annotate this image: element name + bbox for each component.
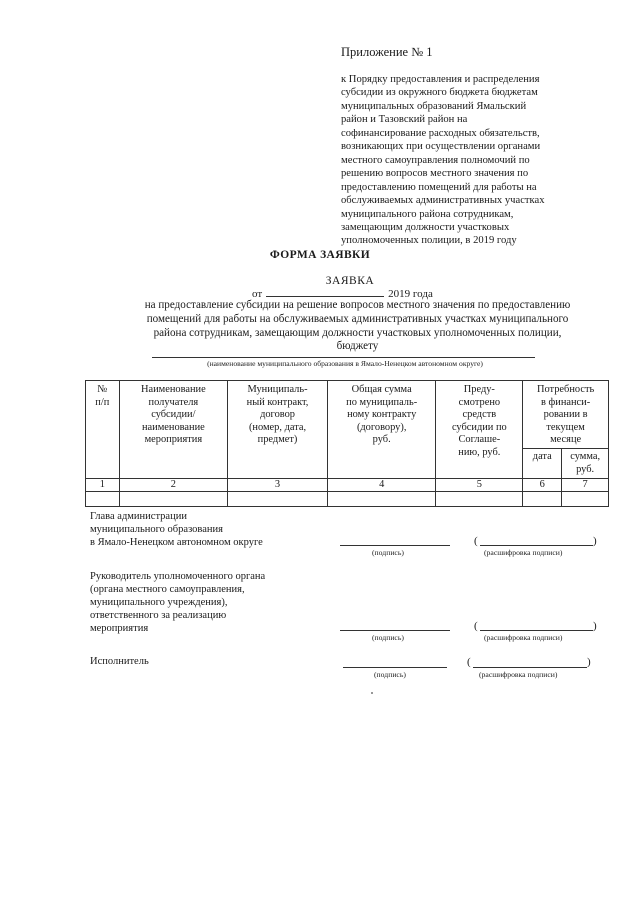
head-signatory: Глава администрации муниципального образования в Ямало-Ненецком автономном округе [90, 511, 263, 548]
appendix-line: решению вопросов местного значения по [341, 168, 529, 180]
application-date-line [252, 286, 433, 300]
purpose-line: на предоставление субсидии на решение вопросов местного значения по предоставлению [144, 299, 571, 311]
appendix-line: муниципального района сотрудникам, [341, 208, 514, 220]
manager-signature-line [340, 630, 450, 631]
table-row [86, 492, 609, 507]
executor-signatory: Исполнитель [90, 656, 149, 667]
municipality-blank-line [152, 357, 535, 358]
appendix-title: Приложение № 1 [341, 45, 433, 59]
header-number: № п/п [86, 381, 120, 479]
empty-cell [562, 492, 609, 507]
manager-decoding-caption: (расшифровка подписи) [484, 633, 563, 642]
application-purpose [80, 299, 635, 354]
form-title: ФОРМА ЗАЯВКИ [269, 249, 371, 261]
empty-cell [436, 492, 523, 507]
header-recipient: Наименование получателя субсидии/ наименование мероприятия [119, 381, 228, 479]
executor-signature-line [343, 667, 447, 668]
header-subsidy-funds: Преду- смотрено средств субсидии по Соглаше- нию, руб. [436, 381, 523, 479]
appendix-line: муниципальных образований Ямальский [341, 100, 527, 112]
executor-decoding-caption: (расшифровка подписи) [479, 670, 558, 679]
appendix-line: софинансирование расходных обязательств, [341, 127, 540, 139]
date-blank-field [266, 286, 384, 297]
head-open-paren: ( [474, 535, 478, 547]
head-signature-line [340, 545, 450, 546]
appendix-line: замещающим должности участковых [341, 221, 510, 233]
column-number-cell: 3 [228, 479, 328, 492]
manager-decoding-line [480, 630, 593, 631]
empty-cell [119, 492, 228, 507]
header-subcol-sum: сумма, руб. [562, 449, 609, 479]
header-subcol-date: дата [523, 449, 562, 479]
manager-close-paren: ) [593, 620, 597, 632]
appendix-line: субсидии из окружного бюджета бюджетам [341, 87, 538, 99]
header-funding-need: Потребность в финанси- ровании в текущем месяце [523, 381, 609, 449]
executor-signature-caption: (подпись) [374, 670, 406, 679]
appendix-line: предоставлению помещений для работы на [341, 181, 537, 193]
head-close-paren: ) [593, 535, 597, 547]
header-contract: Муниципаль- ный контракт, договор (номер, дата, предмет) [228, 381, 328, 479]
appendix-line: уполномоченных полиции, в 2019 году [341, 235, 517, 247]
head-signature-caption: (подпись) [372, 548, 404, 557]
scan-dot [371, 692, 373, 694]
column-number-cell: 1 [86, 479, 120, 492]
purpose-line: помещений для работы на обслуживаемых административных участках муниципального [146, 312, 569, 325]
executor-open-paren: ( [467, 656, 471, 668]
column-number-cell: 2 [119, 479, 228, 492]
header-total-sum: Общая сумма по муниципаль- ному контракту (договору), руб. [327, 381, 436, 479]
executor-decoding-line [473, 667, 587, 668]
executor-close-paren: ) [587, 656, 591, 668]
manager-signatory: Руководитель уполномоченного органа (органа местного самоуправления, муниципального учреждения), ответственного за реализацию мероприятия [90, 571, 266, 634]
appendix-line: обслуживаемых административных участках [341, 195, 545, 207]
purpose-line: бюджету [336, 340, 379, 353]
column-number-cell: 7 [562, 479, 609, 492]
manager-signature-caption: (подпись) [372, 633, 404, 642]
date-suffix: 2019 года [388, 288, 433, 300]
column-number-cell: 4 [327, 479, 436, 492]
manager-open-paren: ( [474, 620, 478, 632]
municipality-caption: (наименование муниципального образования в Ямало-Ненецком автономном округе) [207, 359, 483, 368]
column-number-cell: 5 [436, 479, 523, 492]
empty-cell [86, 492, 120, 507]
appendix-text [341, 73, 611, 248]
appendix-line: к Порядку предоставления и распределения [341, 74, 540, 85]
purpose-line: района сотрудникам, замещающим должности участковых уполномоченных полиции, [153, 326, 562, 339]
appendix-line: возникающих при осуществлении органами [341, 141, 541, 153]
request-table [85, 380, 609, 507]
empty-cell [327, 492, 436, 507]
head-decoding-caption: (расшифровка подписи) [484, 548, 563, 557]
appendix-line: местного самоуправления полномочий по [341, 154, 530, 166]
application-title: ЗАЯВКА [325, 275, 375, 287]
empty-cell [228, 492, 328, 507]
date-prefix: от [252, 288, 263, 300]
empty-cell [523, 492, 562, 507]
head-decoding-line [480, 545, 593, 546]
column-number-cell: 6 [523, 479, 562, 492]
appendix-line: район и Тазовский район на [341, 114, 468, 126]
